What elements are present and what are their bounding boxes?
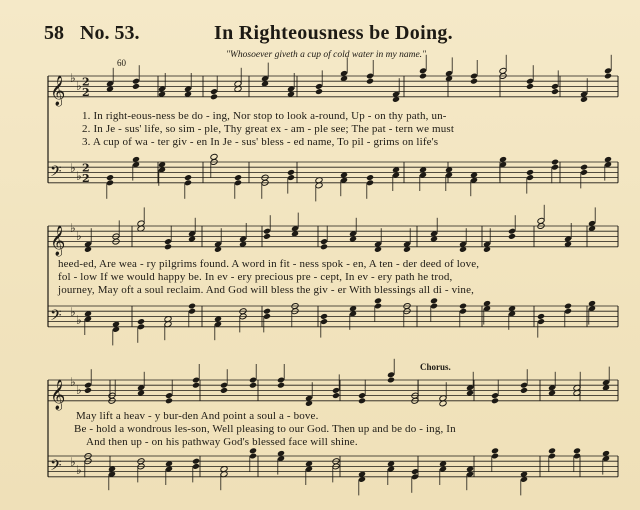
note-head xyxy=(580,164,588,171)
note-head xyxy=(192,458,200,465)
flat-icon: ♭ xyxy=(76,313,82,327)
bass-clef-icon: 𝄢 xyxy=(50,162,62,184)
note-head xyxy=(520,387,528,394)
bass-clef-icon: 𝄢 xyxy=(50,306,62,328)
note-head xyxy=(287,169,295,176)
note-head xyxy=(551,159,559,166)
note-head xyxy=(263,233,271,240)
treble-clef-icon: 𝄞 xyxy=(50,379,66,410)
flat-icon: ♭ xyxy=(76,229,82,243)
note-head xyxy=(459,303,467,310)
note-head xyxy=(537,313,545,320)
lyric-line-s2-v3: journey, May oft a soul reclaim. And God will bless the giv - er With blessings all di - vine, xyxy=(58,284,475,296)
lyric-line-s1-v1: 1. In right-eous-ness be do - ing, Nor stop to look a-round, Up - on thy path, un- xyxy=(82,110,447,122)
lyric-line-s2-v2: fol - low If we would happy be. In ev - ery precious pre - cept, In ev - ery path he trod, xyxy=(58,271,453,283)
lyric-line-s1-v2: 2. In Je - sus' life, so sim - ple, Thy great ex - am - ple see; The pat - tern we must xyxy=(82,123,455,135)
flat-icon: ♭ xyxy=(76,463,82,477)
bass-clef-icon: 𝄢 xyxy=(50,456,62,478)
time-signature: 2 xyxy=(82,161,90,175)
lyric-line-s1-v3: 3. A cup of wa - ter giv - en In Je - sus' bless - ed name, To pil - grims on life's xyxy=(82,136,439,148)
note-head xyxy=(165,397,173,404)
note-head xyxy=(164,243,172,250)
lyric-line-s3-v2: Be - hold a wondrous les-son, Well pleasing to our God. Then up and be do - ing, In xyxy=(74,423,456,435)
epigraph: "Whosoever giveth a cup of cold water in my name." xyxy=(226,50,427,60)
note-head xyxy=(192,382,200,389)
flat-icon: ♭ xyxy=(70,455,76,469)
hymn-title: In Righteousness be Doing. xyxy=(214,22,453,44)
lyric-line-s3-v3: And then up - on his pathway God's blessed face will shine. xyxy=(86,436,358,448)
note-head xyxy=(263,308,271,315)
note-head xyxy=(419,73,427,80)
note-head xyxy=(320,313,328,320)
note-head xyxy=(358,397,366,404)
note-head xyxy=(491,397,499,404)
time-signature: 2 xyxy=(82,75,90,89)
tempo-mark: 60 xyxy=(117,58,126,68)
note-head xyxy=(508,233,516,240)
note-head xyxy=(210,153,218,160)
note-head xyxy=(315,88,323,95)
flat-icon: ♭ xyxy=(76,383,82,397)
treble-clef-icon: 𝄞 xyxy=(50,225,66,256)
note-head xyxy=(84,387,92,394)
note-head xyxy=(470,78,478,85)
note-head xyxy=(188,303,196,310)
hymn-number: No. 53. xyxy=(80,22,140,44)
note-head xyxy=(430,297,438,304)
chorus-label: Chorus. xyxy=(420,362,451,372)
note-head xyxy=(604,73,612,80)
note-head xyxy=(573,447,581,454)
note-head xyxy=(366,78,374,85)
note-head xyxy=(320,243,328,250)
note-head xyxy=(564,303,572,310)
flat-icon: ♭ xyxy=(70,71,76,85)
note-head xyxy=(106,174,114,181)
flat-icon: ♭ xyxy=(70,375,76,389)
note-head xyxy=(277,382,285,389)
note-head xyxy=(184,174,192,181)
note-head xyxy=(526,169,534,176)
note-head xyxy=(220,387,228,394)
page-number: 58 xyxy=(44,22,64,44)
lyric-line-s2-v1: heed-ed, Are wea - ry pilgrims found. A word in fit - ness spok - en, A ten - der deed of love, xyxy=(58,258,480,270)
time-signature: 2 xyxy=(82,171,90,185)
note-head xyxy=(137,318,145,325)
note-head xyxy=(132,83,140,90)
flat-icon: ♭ xyxy=(70,221,76,235)
note-head xyxy=(491,447,499,454)
note-head xyxy=(551,88,559,95)
flat-icon: ♭ xyxy=(70,305,76,319)
note-head xyxy=(332,392,340,399)
note-head xyxy=(249,382,257,389)
flat-icon: ♭ xyxy=(76,169,82,183)
note-head xyxy=(374,297,382,304)
note-head xyxy=(387,377,395,384)
note-head xyxy=(526,83,534,90)
note-head xyxy=(210,93,218,100)
lyric-line-s3-v1: May lift a heav - y bur-den And point a soul a - bove. xyxy=(76,410,319,422)
flat-icon: ♭ xyxy=(70,161,76,175)
note-head xyxy=(234,174,242,181)
note-head xyxy=(366,174,374,181)
note-head xyxy=(548,447,556,454)
treble-clef-icon: 𝄞 xyxy=(50,75,66,106)
flat-icon: ♭ xyxy=(76,79,82,93)
time-signature: 2 xyxy=(82,85,90,99)
